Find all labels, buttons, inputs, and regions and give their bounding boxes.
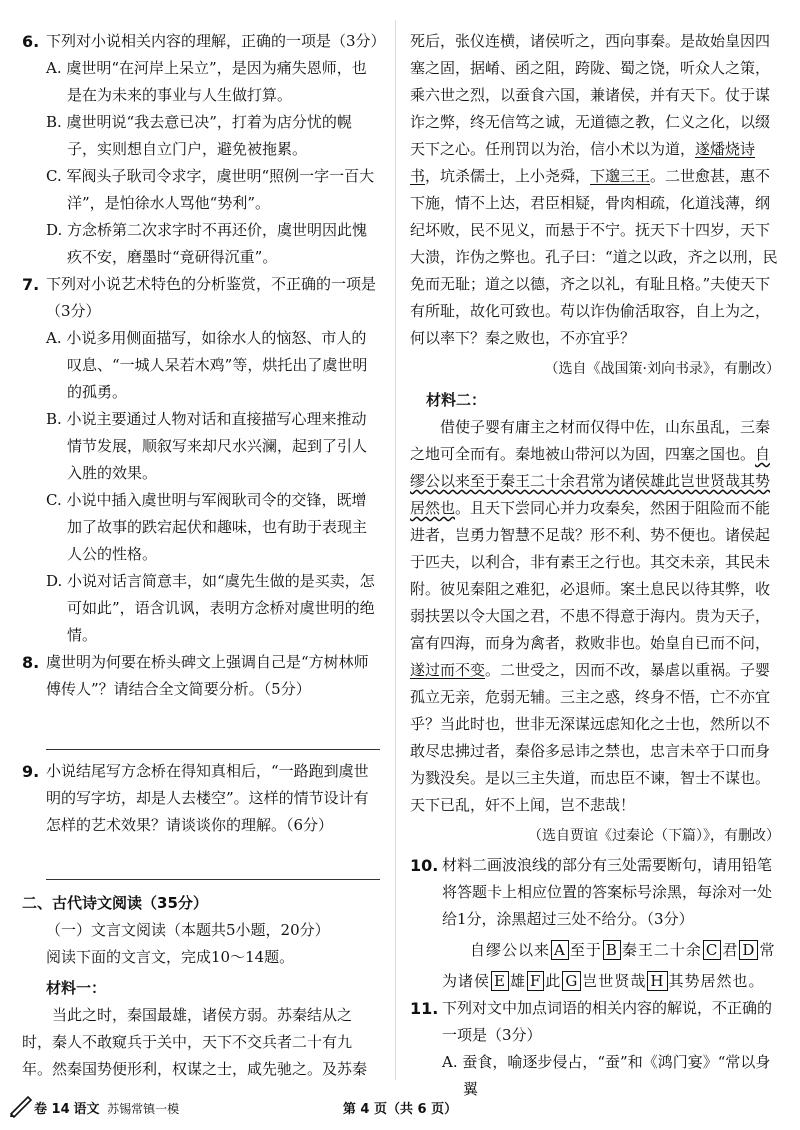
option-a: A. 虞世明“在河岸上呆立”，是因为痛失恩师，也是在为未来的事业与人生做打算。 bbox=[46, 59, 367, 104]
text-span: 死后，张仪连横，诸侯听之，西向事秦。是故始皇因四塞之固，据崤、函之阻，跨陇、蜀之饶，听众人之策，乘六世之烈，以蚕食六国，兼诸侯，并有天下。仗于谋诈之弊，终无信笃之诚，无道德之教，仁义之化，以缀天下之心。任刑罚以为治，信小术以为道， bbox=[410, 32, 771, 158]
underlined-phrase: 下邈三王 bbox=[590, 167, 651, 185]
text-segment: 自缪公以来 bbox=[470, 941, 551, 959]
question-stem: 下列对小说相关内容的理解，正确的一项是（3分） bbox=[46, 32, 386, 50]
wavy-underlined-passage: 自缪公以来至于秦王二十余君常为诸侯雄此岂世贤哉其势居然也 bbox=[410, 445, 771, 517]
page-footer bbox=[0, 1090, 800, 1130]
option-b: B. 小说主要通过人物对话和直接描写心理来推动情节发展，顺叙写来却尺水兴澜，起到了引人入胜的效果。 bbox=[46, 410, 368, 482]
text-segment: 为诸侯 bbox=[442, 972, 491, 990]
text-segment: 此 bbox=[545, 972, 562, 990]
option-c: C. 小说中插入虞世明与军阀耿司令的交锋，既增加了故事的跌宕起伏和趣味，也有助于表现主人公的性格。 bbox=[46, 491, 368, 563]
choice-box-e[interactable]: E bbox=[491, 971, 509, 991]
text-segment: 君 bbox=[722, 941, 739, 959]
material-1-label: 材料一： bbox=[46, 979, 107, 997]
question-9 bbox=[22, 758, 380, 839]
text-segment: 雄 bbox=[509, 972, 526, 990]
question-number: 9. bbox=[22, 762, 40, 781]
text-segment: 岂世贤哉 bbox=[582, 972, 647, 990]
text-segment: 常 bbox=[759, 941, 776, 959]
question-stem: 虞世明为何要在桥头碑文上强调自己是“方树林师傅传人”？请结合全文简要分析。（5分） bbox=[46, 653, 369, 698]
question-number: 7. bbox=[22, 275, 40, 294]
underlined-phrase: 遂过而不变 bbox=[410, 661, 486, 679]
text-span: 。二世受之，因而不改，暴虐以重祸。子婴孤立无亲，危弱无辅。三主之惑，终身不悟，亡不亦宜乎？当此时也，世非无深谋远虑知化之士也，然所以不敢尽忠拂过者，秦俗多忌讳之禁也，忠言未卒于口而身为戮没矣。是以三主失道，而忠臣不谏，智士不谋也。天下已乱，奸不上闻，岂不悲哉！ bbox=[410, 661, 771, 814]
question-7 bbox=[22, 271, 380, 325]
choice-box-c[interactable]: C bbox=[703, 940, 721, 960]
exam-label: 苏锡常镇一模 bbox=[107, 1102, 180, 1116]
question-number: 10. bbox=[410, 856, 439, 875]
question-number: 8. bbox=[22, 653, 40, 672]
page-number: 第 4 页（共 6 页） bbox=[342, 1102, 458, 1117]
choice-box-h[interactable]: H bbox=[647, 971, 667, 991]
choice-box-f[interactable]: F bbox=[527, 971, 544, 991]
text-segment: 至于 bbox=[569, 941, 602, 959]
segmentation-line-2 bbox=[410, 968, 780, 995]
instruction: 阅读下面的文言文，完成10～14题。 bbox=[46, 948, 295, 966]
question-number: 6. bbox=[22, 32, 40, 51]
question-stem: 小说结尾写方念桥在得知真相后，“一路跑到虞世明的写字坊，却是人去楼空”。这样的情节设计有怎样的艺术效果？请谈谈你的理解。（6分） bbox=[46, 762, 369, 834]
text-span: ，坑杀儒士，上小尧舜， bbox=[425, 167, 591, 185]
material-1-source: （选自《战国策·刘向书录》，有删改） bbox=[544, 361, 780, 377]
section-title: 二、古代诗文阅读（35分） bbox=[22, 894, 208, 912]
left-column bbox=[22, 28, 386, 1083]
question-10 bbox=[410, 852, 780, 933]
option-a: A. 蚕食，喻逐步侵占，“蚕”和《鸿门宴》“常以身翼 bbox=[442, 1053, 771, 1098]
question-stem: 下列对小说艺术特色的分析鉴赏，不正确的一项是（3分） bbox=[46, 275, 377, 320]
answer-line[interactable] bbox=[46, 703, 380, 750]
choice-box-g[interactable]: G bbox=[562, 971, 581, 991]
option-d: D. 小说对话言简意丰，如“虞先生做的是买卖，怎可如此”，语含讥讽，表明方念桥对虞世明的绝情。 bbox=[46, 572, 375, 644]
column-divider bbox=[395, 20, 396, 1080]
text-segment: 秦王二十余 bbox=[621, 941, 702, 959]
volume-label: 卷 14 bbox=[34, 1102, 70, 1117]
choice-box-d[interactable]: D bbox=[739, 940, 758, 960]
text-span: 借使子婴有庸主之材而仅得中佐，山东虽乱，三秦之地可全而有。秦地被山带河以为固，四塞之国也。 bbox=[410, 418, 771, 463]
segmentation-line-1 bbox=[410, 937, 780, 964]
answer-line[interactable] bbox=[46, 839, 380, 880]
option-b: B. 虞世明说“我去意已决”，打着为店分忧的幌子，实则想自立门户，避免被拖累。 bbox=[46, 113, 352, 158]
option-a: A. 小说多用侧面描写，如徐水人的恼怒、市人的叹息、“一城人呆若木鸡”等，烘托出了虞世明的孤勇。 bbox=[46, 329, 368, 401]
option-d: D. 方念桥第二次求字时不再还价，虞世明因此愧疚不安，磨墨时“竟研得沉重”。 bbox=[46, 221, 368, 266]
question-stem: 材料二画波浪线的部分有三处需要断句，请用铅笔将答题卡上相应位置的答案标号涂黑，每涂对一处给1分，涂黑超过三处不给分。（3分） bbox=[442, 856, 773, 928]
subject-label: 语文 bbox=[73, 1102, 100, 1117]
subsection-title: （一）文言文阅读（本题共5小题，20分） bbox=[46, 921, 330, 939]
choice-box-b[interactable]: B bbox=[603, 940, 621, 960]
question-11 bbox=[410, 995, 780, 1049]
option-c: C. 军阀头子耿司令求字，虞世明“照例一字一百大洋”，是怕徐水人骂他“势利”。 bbox=[46, 167, 375, 212]
text-span: 。且天下尝同心并力攻秦矣，然困于阻险而不能进者，岂勇力智慧不足哉？形不利、势不便也。诸侯起于匹夫，以利合，非有素王之行也。其交未亲，其民未附。彼见秦阻之难犯，必退师。案土息民以待其弊，收弱扶罢以令大国之君，不患不得意于海内。贵为天子，富有四海，而身为禽者，救败非也。始皇自已而不问， bbox=[410, 499, 771, 652]
question-8 bbox=[22, 649, 380, 703]
question-number: 11. bbox=[410, 999, 439, 1018]
text-span: 。二世愈甚，惠不下施，情不上达，君臣相疑，骨肉相疏，化道浅薄，纲纪坏败，民不见义，而悬于不宁。抚天下十四岁，天下大溃，诈伪之弊也。孔子曰：“道之以政，齐之以刑，民免而无耻；道之以德，齐之以礼，有耻且格。”夫使天下有所耻，故化可致也。苟以诈伪偷活取容，自上为之，何以率下？秦之败也，不亦宜乎？ bbox=[410, 167, 778, 347]
material-2-label: 材料二： bbox=[426, 391, 487, 409]
underlined-phrase: 遂燔烧诗书 bbox=[410, 140, 756, 185]
material-2-text bbox=[410, 414, 780, 819]
material-1-text: 当此之时，秦国最雄，诸侯方弱。苏秦结从之时，秦人不敢窥兵于关中，天下不交兵者二十有九年。然秦国势便形利，权谋之士，咸先驰之。及苏秦 bbox=[22, 1006, 368, 1078]
material-2-source: （选自贾谊《过秦论（下篇）》，有删改） bbox=[528, 828, 780, 844]
choice-box-a[interactable]: A bbox=[551, 940, 569, 960]
text-segment: 其势居然也。 bbox=[668, 972, 765, 990]
right-column bbox=[410, 28, 780, 1103]
question-stem: 下列对文中加点词语的相关内容的解说，不正确的一项是（3分） bbox=[442, 999, 773, 1044]
question-6 bbox=[22, 28, 386, 55]
material-1-continued bbox=[410, 28, 780, 352]
